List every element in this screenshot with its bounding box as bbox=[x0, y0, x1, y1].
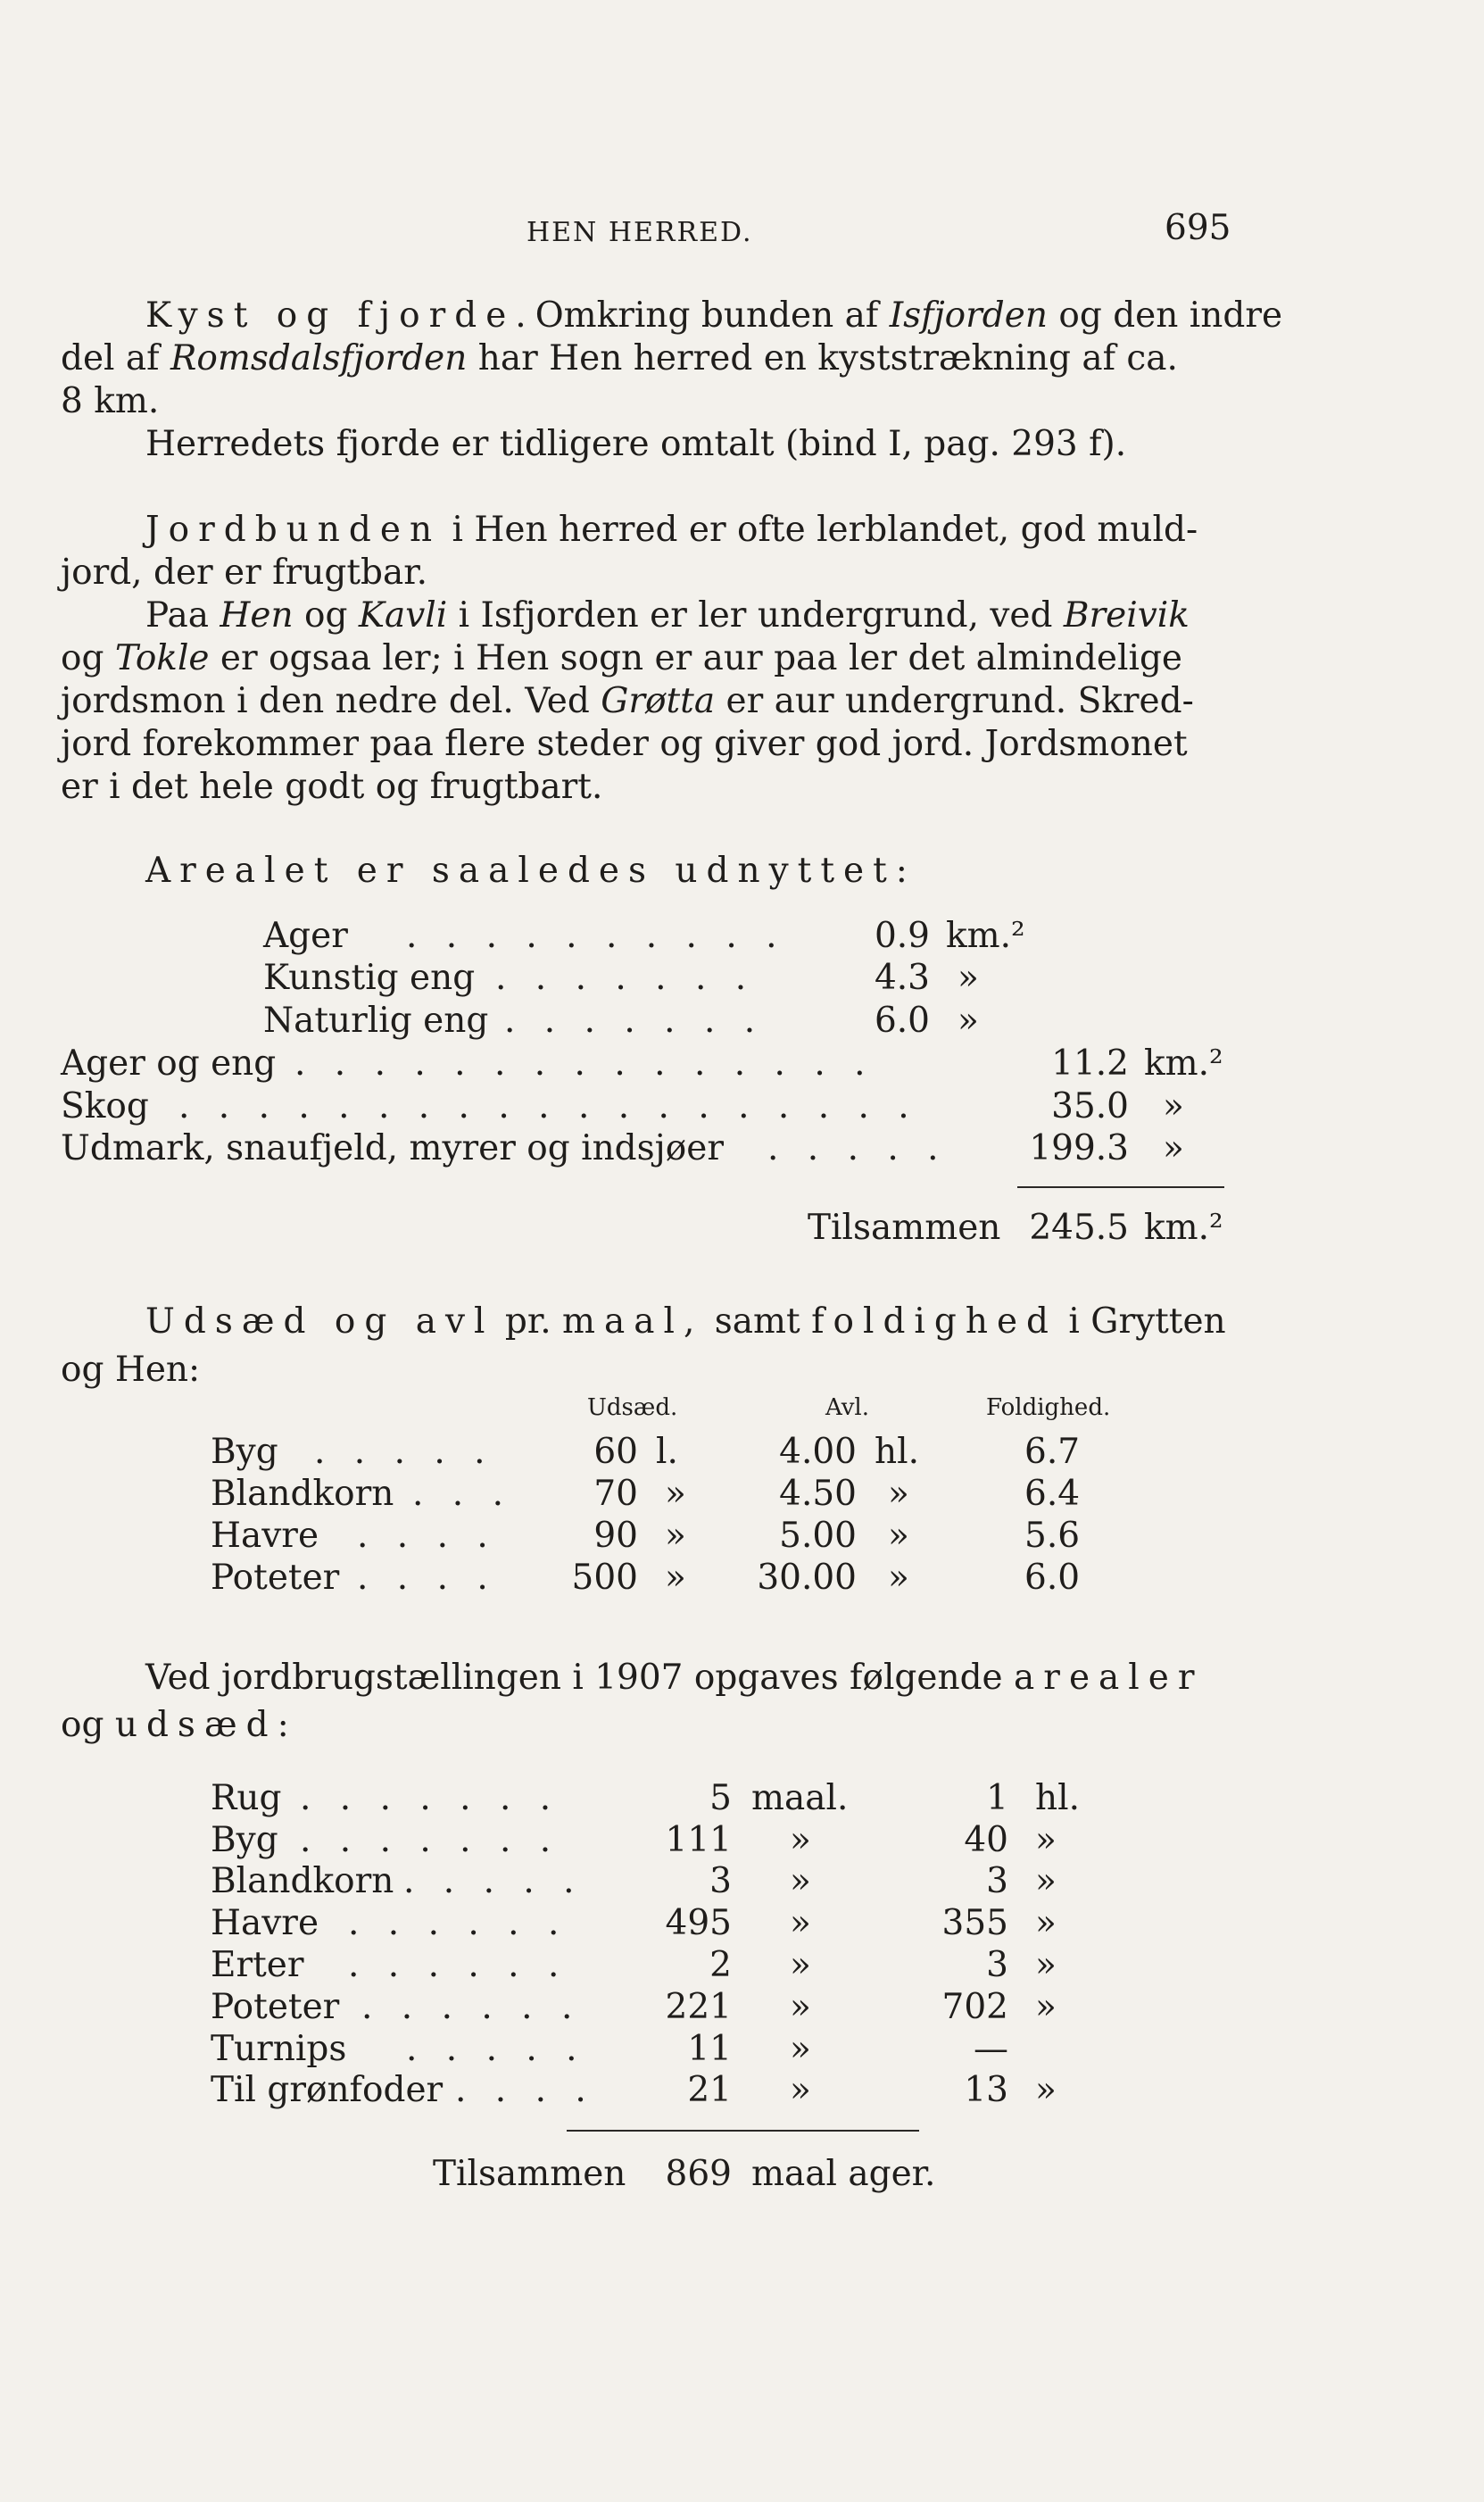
leader-dots: . . . . bbox=[455, 2070, 595, 2110]
tael-areal: 5 bbox=[709, 1778, 732, 1818]
tael-areal: 221 bbox=[665, 1987, 732, 2027]
jord-line-3: Paa Hen og Kavli i Isfjorden er ler undergrund, ved Breivik bbox=[145, 595, 1190, 636]
leader-dots: . . . . . . . . . . . . . . . bbox=[294, 1043, 875, 1084]
leader-dots: . . . . bbox=[357, 1558, 497, 1598]
jord-line-7: er i det hele godt og frugtbart. bbox=[61, 767, 603, 807]
jord-line-6: jord forekommer paa flere steder og giver god jord. Jordsmonet bbox=[61, 724, 1188, 764]
kyst-line-1: Kyst og fjorde.Omkring bunden af Isfjorden og den indre bbox=[145, 295, 1283, 336]
tael-udsaed-unit: » bbox=[1035, 1987, 1057, 2027]
tael-areal-unit: » bbox=[790, 1861, 811, 1901]
tael-areal: 111 bbox=[665, 1820, 732, 1860]
tael-udsaed: 3 bbox=[986, 1861, 1008, 1901]
areal-sub-value: 4.3 bbox=[874, 958, 930, 998]
tael-areal-unit: » bbox=[790, 2029, 811, 2069]
avl-value: 4.50 bbox=[779, 1474, 857, 1514]
avl-unit: » bbox=[888, 1474, 909, 1514]
tael-areal: 3 bbox=[709, 1861, 732, 1901]
sum-rule bbox=[567, 2130, 919, 2132]
udsaed-value: 500 bbox=[571, 1558, 638, 1598]
areal-sub-label: Naturlig eng bbox=[263, 1001, 489, 1041]
tael-total-unit: maal ager. bbox=[751, 2154, 936, 2194]
foldighed-value: 5.6 bbox=[1024, 1516, 1081, 1556]
tael-crop: Rug bbox=[211, 1778, 282, 1818]
areal-unit: km.² bbox=[1144, 1043, 1223, 1084]
avl-unit: hl. bbox=[875, 1432, 919, 1472]
areal-unit: » bbox=[1163, 1128, 1184, 1168]
areal-heading: Arealet er saaledes udnyttet: bbox=[145, 851, 916, 891]
udsaed-crop: Blandkorn bbox=[211, 1474, 394, 1514]
udsaed-value: 60 bbox=[593, 1432, 638, 1472]
tael-crop: Blandkorn bbox=[211, 1861, 394, 1901]
running-title: HEN HERRED. bbox=[526, 217, 753, 248]
tael-total-label: Tilsammen bbox=[433, 2154, 626, 2194]
leader-dots: . . . . . bbox=[767, 1128, 948, 1168]
jord-line-5: jordsmon i den nedre del. Ved Grøtta er aur undergrund. Skred- bbox=[61, 681, 1194, 721]
leader-dots: . . . . . . . bbox=[504, 1001, 765, 1041]
tael-areal-unit: » bbox=[790, 1820, 811, 1860]
avl-value: 30.00 bbox=[757, 1558, 857, 1598]
column-header-avl: Avl. bbox=[825, 1394, 869, 1421]
avl-value: 5.00 bbox=[779, 1516, 857, 1556]
tael-udsaed: 1 bbox=[986, 1778, 1008, 1818]
areal-sub-unit: km.² bbox=[946, 916, 1025, 956]
tael-areal-unit: » bbox=[790, 1903, 811, 1943]
tael-areal: 11 bbox=[687, 2029, 732, 2069]
tael-udsaed-unit: » bbox=[1035, 2070, 1057, 2110]
tael-udsaed-unit: » bbox=[1035, 1903, 1057, 1943]
areal-total-label: Tilsammen bbox=[808, 1208, 1001, 1248]
leader-dots: . . . . . . . . . . . . . . . . . . . bbox=[178, 1086, 918, 1126]
areal-value: 11.2 bbox=[1051, 1043, 1129, 1084]
tael-udsaed-unit: » bbox=[1035, 1861, 1057, 1901]
udsaed-crop: Byg bbox=[211, 1432, 278, 1472]
areal-label: Skog bbox=[61, 1086, 149, 1126]
column-header-udsaed: Udsæd. bbox=[587, 1394, 678, 1421]
tael-total-value: 869 bbox=[665, 2154, 732, 2194]
tael-udsaed: 355 bbox=[941, 1903, 1008, 1943]
udsaed-unit: » bbox=[665, 1516, 686, 1556]
tael-udsaed: 13 bbox=[964, 2070, 1008, 2110]
leader-dots: . . . . bbox=[357, 1516, 497, 1556]
tael-udsaed-unit: » bbox=[1035, 1945, 1057, 1985]
leader-dots: . . . . . . bbox=[348, 1903, 568, 1943]
leader-dots: . . . . . . . bbox=[300, 1820, 560, 1860]
udsaed-heading: Udsæd og avl pr. maal, samt foldighed i Grytten bbox=[145, 1301, 1226, 1342]
leader-dots: . . . . . . bbox=[361, 1987, 582, 2027]
avl-value: 4.00 bbox=[779, 1432, 857, 1472]
areal-label: Ager og eng bbox=[61, 1043, 277, 1084]
jord-heading: Jordbunden bbox=[145, 510, 442, 550]
tael-crop: Erter bbox=[211, 1945, 304, 1985]
areal-value: 199.3 bbox=[1029, 1128, 1129, 1168]
leader-dots: . . . . . . . bbox=[300, 1778, 560, 1818]
column-header-foldighed: Foldighed. bbox=[986, 1394, 1111, 1421]
udsaed-crop: Havre bbox=[211, 1516, 319, 1556]
kyst-line-2: del af Romsdalsfjorden har Hen herred en kyststrækning af ca. bbox=[61, 338, 1178, 378]
tael-areal: 495 bbox=[665, 1903, 732, 1943]
leader-dots: . . . . . bbox=[406, 2029, 586, 2069]
tael-udsaed: — bbox=[974, 2029, 1008, 2069]
udsaed-heading-line-2: og Hen: bbox=[61, 1350, 201, 1390]
udsaed-value: 90 bbox=[593, 1516, 638, 1556]
foldighed-value: 6.4 bbox=[1024, 1474, 1081, 1514]
jord-line-1: Jordbunden i Hen herred er ofte lerblandet, god muld- bbox=[145, 510, 1198, 550]
tael-udsaed: 3 bbox=[986, 1945, 1008, 1985]
areal-sub-value: 0.9 bbox=[874, 916, 930, 956]
udsaed-unit: » bbox=[665, 1558, 686, 1598]
leader-dots: . . . . . bbox=[403, 1861, 584, 1901]
tael-udsaed-unit: » bbox=[1035, 1820, 1057, 1860]
avl-unit: » bbox=[888, 1558, 909, 1598]
udsaed-crop: Poteter bbox=[211, 1558, 340, 1598]
tael-areal: 21 bbox=[687, 2070, 732, 2110]
tael-areal: 2 bbox=[709, 1945, 732, 1985]
tael-areal-unit: » bbox=[790, 1987, 811, 2027]
udsaed-unit: » bbox=[665, 1474, 686, 1514]
leader-dots: . . . bbox=[412, 1474, 512, 1514]
areal-total-value: 245.5 bbox=[1029, 1208, 1129, 1248]
areal-label: Udmark, snaufjeld, myrer og indsjøer bbox=[61, 1128, 724, 1168]
leader-dots: . . . . . . bbox=[348, 1945, 568, 1985]
tael-areal-unit: maal. bbox=[751, 1778, 849, 1818]
areal-total-unit: km.² bbox=[1144, 1208, 1223, 1248]
tael-crop: Byg bbox=[211, 1820, 278, 1860]
kyst-heading: Kyst og fjorde. bbox=[145, 295, 535, 336]
areal-value: 35.0 bbox=[1051, 1086, 1129, 1126]
areal-sub-unit: » bbox=[958, 1001, 979, 1041]
tael-udsaed: 702 bbox=[941, 1987, 1008, 2027]
areal-sub-unit: » bbox=[958, 958, 979, 998]
sum-rule bbox=[1017, 1186, 1224, 1188]
tael-crop: Poteter bbox=[211, 1987, 340, 2027]
tael-udsaed-unit: hl. bbox=[1035, 1778, 1080, 1818]
avl-unit: » bbox=[888, 1516, 909, 1556]
leader-dots: . . . . . . . bbox=[495, 958, 756, 998]
areal-sub-label: Ager bbox=[263, 916, 348, 956]
udsaed-unit: l. bbox=[656, 1432, 678, 1472]
leader-dots: . . . . . . . . . . bbox=[406, 916, 786, 956]
tael-line-2: og udsæd: bbox=[61, 1705, 298, 1745]
areal-sub-value: 6.0 bbox=[874, 1001, 930, 1041]
areal-unit: » bbox=[1163, 1086, 1184, 1126]
tael-areal-unit: » bbox=[790, 1945, 811, 1985]
page-number: 695 bbox=[1165, 208, 1231, 248]
leader-dots: . . . . . bbox=[314, 1432, 494, 1472]
tael-line-1: Ved jordbrugstællingen i 1907 opgaves følgende arealer bbox=[145, 1658, 1204, 1698]
tael-udsaed: 40 bbox=[964, 1820, 1008, 1860]
tael-crop: Til grønfoder bbox=[211, 2070, 444, 2110]
foldighed-value: 6.7 bbox=[1024, 1432, 1081, 1472]
jord-line-2: jord, der er frugtbar. bbox=[61, 553, 427, 593]
areal-sub-label: Kunstig eng bbox=[263, 958, 476, 998]
tael-crop: Havre bbox=[211, 1903, 319, 1943]
tael-areal-unit: » bbox=[790, 2070, 811, 2110]
kyst-line-4: Herredets fjorde er tidligere omtalt (bind I, pag. 293 f). bbox=[145, 424, 1127, 464]
foldighed-value: 6.0 bbox=[1024, 1558, 1081, 1598]
kyst-line-3: 8 km. bbox=[61, 381, 160, 421]
tael-crop: Turnips bbox=[211, 2029, 347, 2069]
udsaed-value: 70 bbox=[593, 1474, 638, 1514]
jord-line-4: og Tokle er ogsaa ler; i Hen sogn er aur paa ler det almindelige bbox=[61, 638, 1182, 678]
